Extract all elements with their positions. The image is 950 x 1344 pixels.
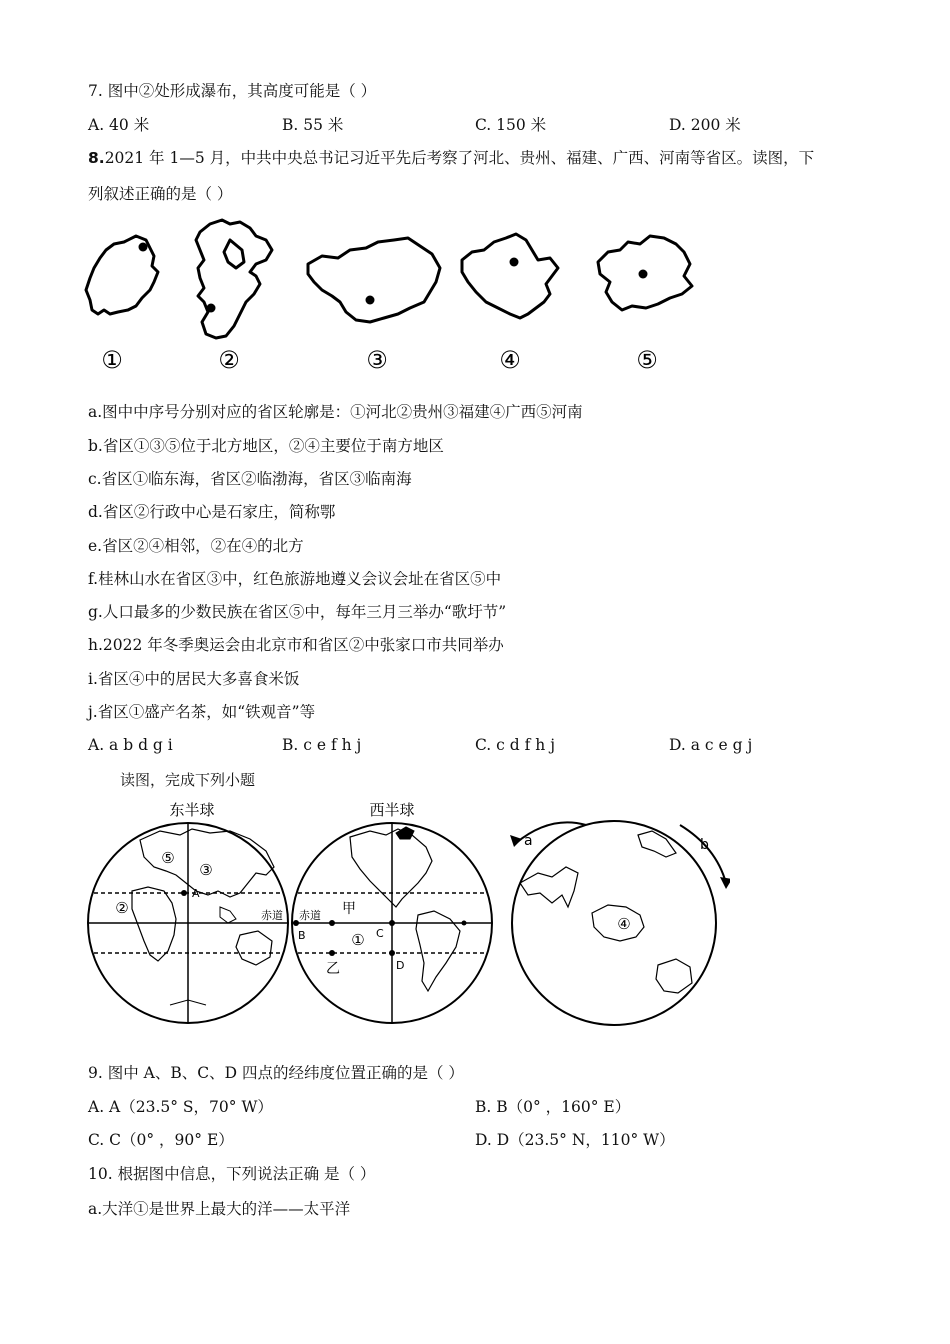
point-a-label: A xyxy=(192,887,200,900)
hemisphere-map-figure xyxy=(80,795,730,1035)
ocean-4-label: ④ xyxy=(617,915,631,933)
q8-statement-g: g.人口最多的少数民族在省区⑤中，每年三月三举办“歌圩节” xyxy=(88,603,507,621)
q8-statement-i: i.省区④中的居民大多喜食米饭 xyxy=(88,670,300,688)
ocean-1-label: ① xyxy=(351,931,365,949)
q8-option-c: C. c d f h j xyxy=(475,736,555,754)
equator-label-2: 赤道 xyxy=(299,909,321,922)
q8-option-d: D. a c e g j xyxy=(669,736,753,754)
point-b-label: B xyxy=(298,929,306,942)
arrow-a-label: a xyxy=(524,833,533,849)
q8-statement-f: f.桂林山水在省区③中，红色旅游地遵义会议会址在省区⑤中 xyxy=(88,570,502,588)
q9-stem: 9. 图中 A、B、C、D 四点的经纬度位置正确的是（ ） xyxy=(88,1064,464,1082)
east-hemisphere-label: 东半球 xyxy=(169,801,215,819)
q9-option-a: A. A（23.5° S，70° W） xyxy=(88,1098,273,1116)
jia-label: 甲 xyxy=(342,901,356,917)
province-label-5: ⑤ xyxy=(636,346,658,374)
q8-stem-text: 2021 年 1—5 月，中共中央总书记习近平先后考察了河北、贵州、福建、广西、河南等省区。读图，下 xyxy=(104,149,815,167)
province-outline-3 xyxy=(308,238,440,322)
equator-label-1: 赤道 xyxy=(261,909,283,922)
q8-statement-d: d.省区②行政中心是石家庄，简称鄂 xyxy=(88,503,336,521)
q8-statement-e: e.省区②④相邻，②在④的北方 xyxy=(88,537,304,555)
province-outline-4 xyxy=(462,234,558,318)
q8-number: 8. xyxy=(88,149,105,167)
province-label-1: ① xyxy=(101,346,123,374)
q8-statement-h: h.2022 年冬季奥运会由北京市和省区②中张家口市共同举办 xyxy=(88,636,504,654)
q7-option-b: B. 55 米 xyxy=(282,116,344,134)
east-hemisphere xyxy=(88,801,288,1023)
q8-stem-line1 xyxy=(88,148,814,168)
province-label-4: ④ xyxy=(499,346,521,374)
yi-label: 乙 xyxy=(326,961,340,977)
ocean-5-label: ⑤ xyxy=(161,849,175,867)
q8-option-b: B. c e f h j xyxy=(282,736,362,754)
point-c-label: C xyxy=(376,927,384,940)
province-label-3: ③ xyxy=(366,346,388,374)
q8-stem-line2: 列叙述正确的是（ ） xyxy=(88,185,233,203)
q9-option-c: C. C（0° ，90° E） xyxy=(88,1131,234,1149)
q7-option-c: C. 150 米 xyxy=(475,116,547,134)
q7-stem: 7. 图中②处形成瀑布，其高度可能是（ ） xyxy=(88,82,377,100)
q8-statement-b: b.省区①③⑤位于北方地区，②④主要位于南方地区 xyxy=(88,437,444,455)
q9-option-d: D. D（23.5° N，110° W） xyxy=(475,1131,675,1149)
province-label-2: ② xyxy=(218,346,240,374)
province-outlines-figure xyxy=(80,210,720,380)
q8-statement-j: j.省区①盛产名茶，如“铁观音”等 xyxy=(88,703,316,721)
section-title: 读图，完成下列小题 xyxy=(120,771,256,789)
q9-option-b: B. B（0° ，160° E） xyxy=(475,1098,631,1116)
point-d-label: D xyxy=(396,959,405,972)
arrow-b-label: b xyxy=(700,837,709,853)
polar-view xyxy=(510,821,730,1025)
province-outline-2 xyxy=(196,220,272,338)
q8-statement-a: a.图中中序号分别对应的省区轮廓是：①河北②贵州③福建④广西⑤河南 xyxy=(88,403,583,421)
q8-statement-c: c.省区①临东海，省区②临渤海，省区③临南海 xyxy=(88,470,412,488)
q7-option-a: A. 40 米 xyxy=(88,116,150,134)
q10-statement-a: a.大洋①是世界上最大的洋——太平洋 xyxy=(88,1200,351,1218)
ocean-3-label: ③ xyxy=(199,861,213,879)
q10-stem: 10. 根据图中信息，下列说法正确 是（ ） xyxy=(88,1165,376,1183)
west-hemisphere-label: 西半球 xyxy=(369,801,415,819)
ocean-2-label: ② xyxy=(115,899,129,917)
q7-option-d: D. 200 米 xyxy=(669,116,741,134)
west-hemisphere xyxy=(292,801,492,1023)
q8-option-a: A. a b d g i xyxy=(88,736,173,754)
